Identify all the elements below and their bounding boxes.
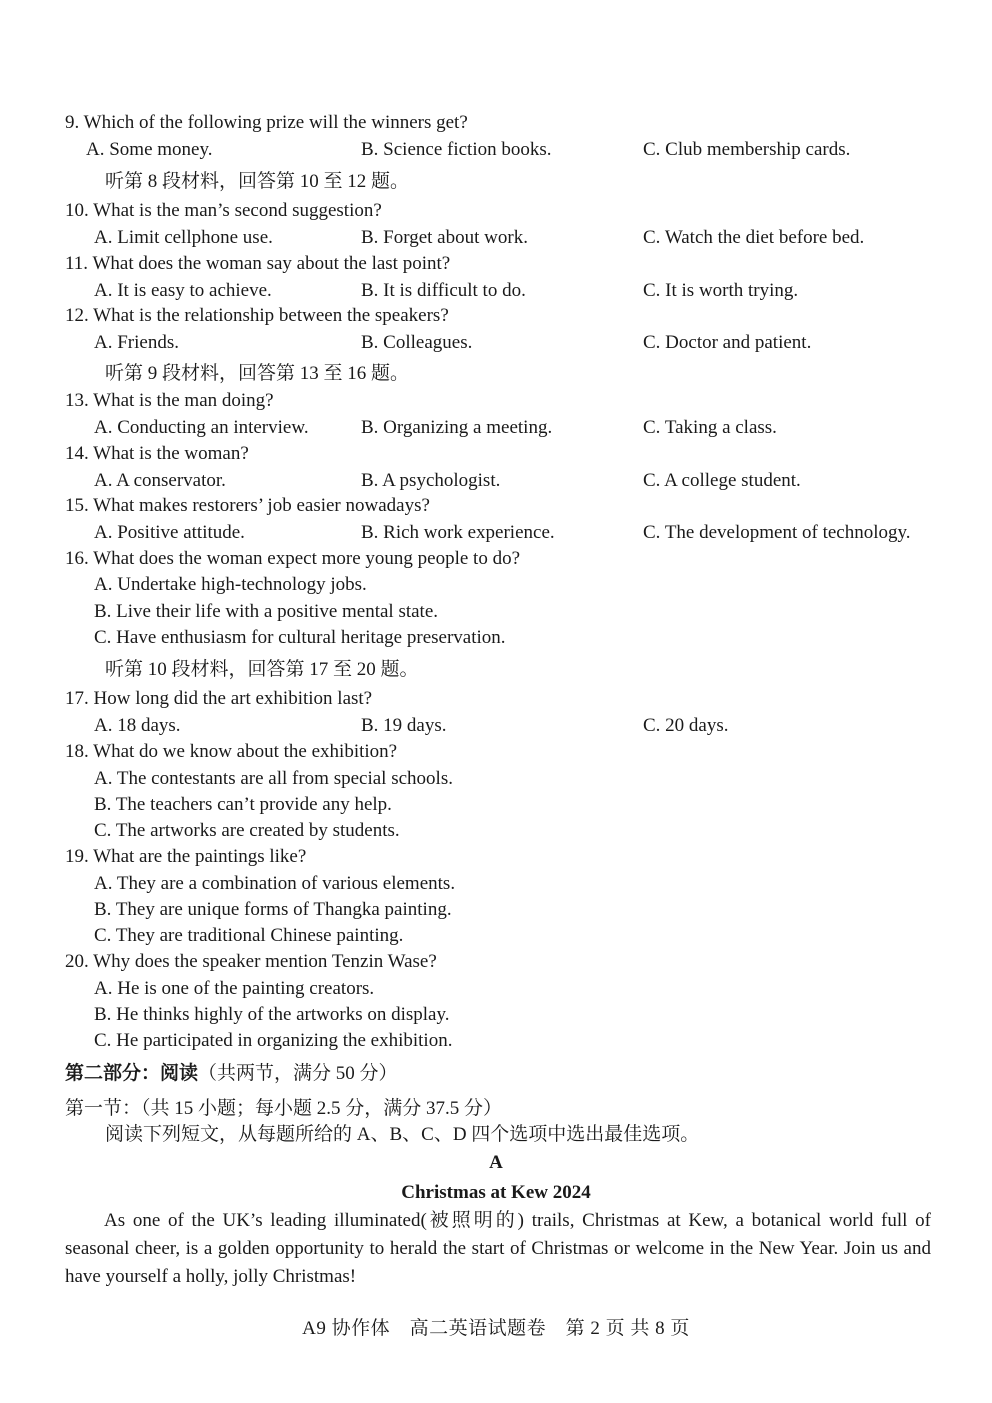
section-10-instruction: 听第 10 段材料，回答第 17 至 20 题。 [105, 659, 419, 680]
q15-option-b: B. Rich work experience. [361, 522, 555, 543]
q11-option-c: C. It is worth trying. [643, 280, 799, 301]
passage-paragraph: As one of the UK’s leading illuminated(被照明的) trails, Christmas at Kew, a botanical world full of seasonal cheer, is a golden opportunity to herald the start of Christmas or welcome in the New Year. Join us and have yourself a holly, jolly Christmas! [65, 1210, 931, 1287]
q19-option-a: A. They are a combination of various elements. [94, 873, 456, 894]
part2-heading-rest: （共两节，满分 50 分） [198, 1063, 398, 1084]
q9-option-b: B. Science fiction books. [361, 139, 552, 160]
passage-title: Christmas at Kew 2024 [401, 1182, 591, 1203]
passage-body [65, 1207, 931, 1291]
q16-option-c: C. Have enthusiasm for cultural heritage preservation. [94, 627, 506, 648]
q10-option-b: B. Forget about work. [361, 227, 528, 248]
q12-option-b: B. Colleagues. [361, 332, 473, 353]
question-19: 19. What are the paintings like? [65, 846, 307, 867]
section-8-instruction: 听第 8 段材料，回答第 10 至 12 题。 [105, 171, 410, 192]
q18-option-c: C. The artworks are created by students. [94, 820, 400, 841]
q10-option-c: C. Watch the diet before bed. [643, 227, 865, 248]
part2-heading-bold: 第二部分：阅读 [65, 1063, 199, 1084]
q18-option-a: A. The contestants are all from special schools. [94, 768, 453, 789]
question-13: 13. What is the man doing? [65, 390, 274, 411]
q13-option-c: C. Taking a class. [643, 417, 777, 438]
question-12: 12. What is the relationship between the speakers? [65, 305, 449, 326]
q15-option-c: C. The development of technology. [643, 522, 911, 543]
q12-option-a: A. Friends. [94, 332, 179, 353]
q18-option-b: B. The teachers can’t provide any help. [94, 794, 392, 815]
q11-option-b: B. It is difficult to do. [361, 280, 526, 301]
q17-option-a: A. 18 days. [94, 715, 181, 736]
q20-option-a: A. He is one of the painting creators. [94, 978, 375, 999]
q16-option-b: B. Live their life with a positive mental state. [94, 601, 439, 622]
question-9: 9. Which of the following prize will the winners get? [65, 112, 468, 133]
question-18: 18. What do we know about the exhibition? [65, 741, 398, 762]
question-14: 14. What is the woman? [65, 443, 249, 464]
q19-option-c: C. They are traditional Chinese painting. [94, 925, 404, 946]
q16-option-a: A. Undertake high-technology jobs. [94, 574, 367, 595]
q19-option-b: B. They are unique forms of Thangka painting. [94, 899, 452, 920]
q13-option-a: A. Conducting an interview. [94, 417, 309, 438]
q20-option-c: C. He participated in organizing the exhibition. [94, 1030, 453, 1051]
question-11: 11. What does the woman say about the last point? [65, 253, 451, 274]
reading-instruction: 阅读下列短文，从每题所给的 A、B、C、D 四个选项中选出最佳选项。 [105, 1124, 700, 1145]
section-9-instruction: 听第 9 段材料，回答第 13 至 16 题。 [105, 363, 410, 384]
q14-option-b: B. A psychologist. [361, 470, 501, 491]
page-footer: A9 协作体 高二英语试题卷 第 2 页 共 8 页 [302, 1318, 690, 1339]
q17-option-b: B. 19 days. [361, 715, 447, 736]
q14-option-c: C. A college student. [643, 470, 801, 491]
q20-option-b: B. He thinks highly of the artworks on display. [94, 1004, 450, 1025]
q13-option-b: B. Organizing a meeting. [361, 417, 553, 438]
q12-option-c: C. Doctor and patient. [643, 332, 812, 353]
q11-option-a: A. It is easy to achieve. [94, 280, 272, 301]
q9-option-c: C. Club membership cards. [643, 139, 851, 160]
question-15: 15. What makes restorers’ job easier nowadays? [65, 495, 430, 516]
q9-option-a: A. Some money. [86, 139, 213, 160]
part2-heading [65, 1061, 398, 1087]
section1-heading: 第一节：（共 15 小题；每小题 2.5 分，满分 37.5 分） [65, 1098, 503, 1119]
passage-letter: A [489, 1152, 503, 1173]
question-16: 16. What does the woman expect more young people to do? [65, 548, 520, 569]
question-20: 20. Why does the speaker mention Tenzin Wase? [65, 951, 437, 972]
q15-option-a: A. Positive attitude. [94, 522, 245, 543]
question-17: 17. How long did the art exhibition last? [65, 688, 373, 709]
q17-option-c: C. 20 days. [643, 715, 729, 736]
q10-option-a: A. Limit cellphone use. [94, 227, 273, 248]
q14-option-a: A. A conservator. [94, 470, 226, 491]
question-10: 10. What is the man’s second suggestion? [65, 200, 382, 221]
